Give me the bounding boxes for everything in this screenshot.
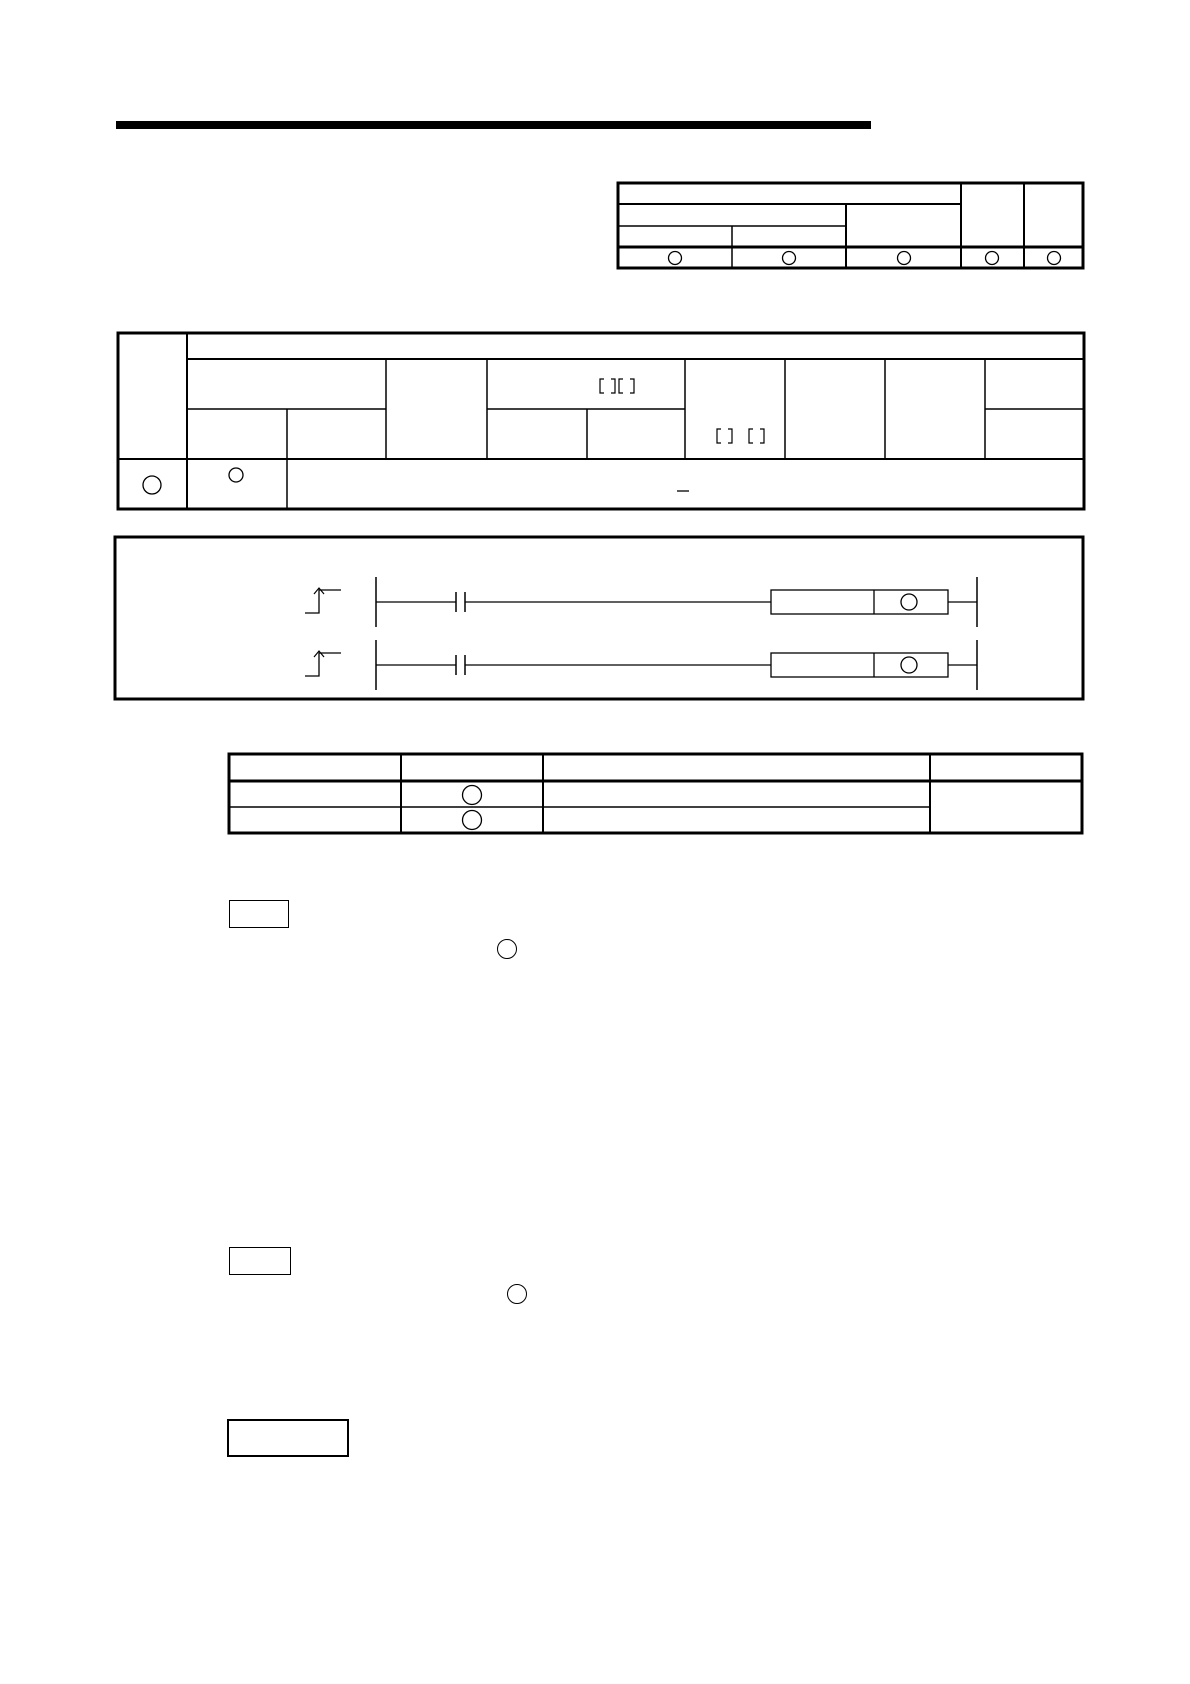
note-1-circle-icon — [497, 939, 517, 959]
note-1-marker-box — [229, 900, 289, 928]
cpu-mark-2 — [783, 252, 796, 265]
ladder-rung-1 — [305, 577, 977, 627]
cpu-mark-5 — [1048, 252, 1061, 265]
cpu-mark-4 — [986, 252, 999, 265]
ladder-diagram — [0, 530, 1190, 710]
cpu-mark-1 — [669, 252, 682, 265]
bracket-symbol-pair-1 — [600, 379, 634, 393]
cpu-mark-3 — [898, 252, 911, 265]
note-2-marker-box — [229, 1247, 291, 1275]
device-mark-1 — [143, 476, 161, 494]
device-table — [0, 320, 1190, 520]
function-row-1-mark — [463, 786, 482, 805]
cpu-table-grid — [0, 0, 1190, 280]
function-table — [0, 745, 1190, 840]
function-table-grid — [0, 745, 1190, 840]
device-mark-2 — [229, 468, 243, 482]
note-2-circle-icon — [507, 1284, 527, 1304]
bracket-symbol-pair-2 — [717, 429, 764, 443]
function-row-2-mark — [463, 811, 482, 830]
ladder-rung-2 — [305, 640, 977, 690]
point-box — [227, 1419, 349, 1457]
cpu-applicability-table — [0, 0, 1190, 280]
device-table-grid — [0, 320, 1190, 520]
ladder-diagram-drawing — [0, 530, 1190, 710]
